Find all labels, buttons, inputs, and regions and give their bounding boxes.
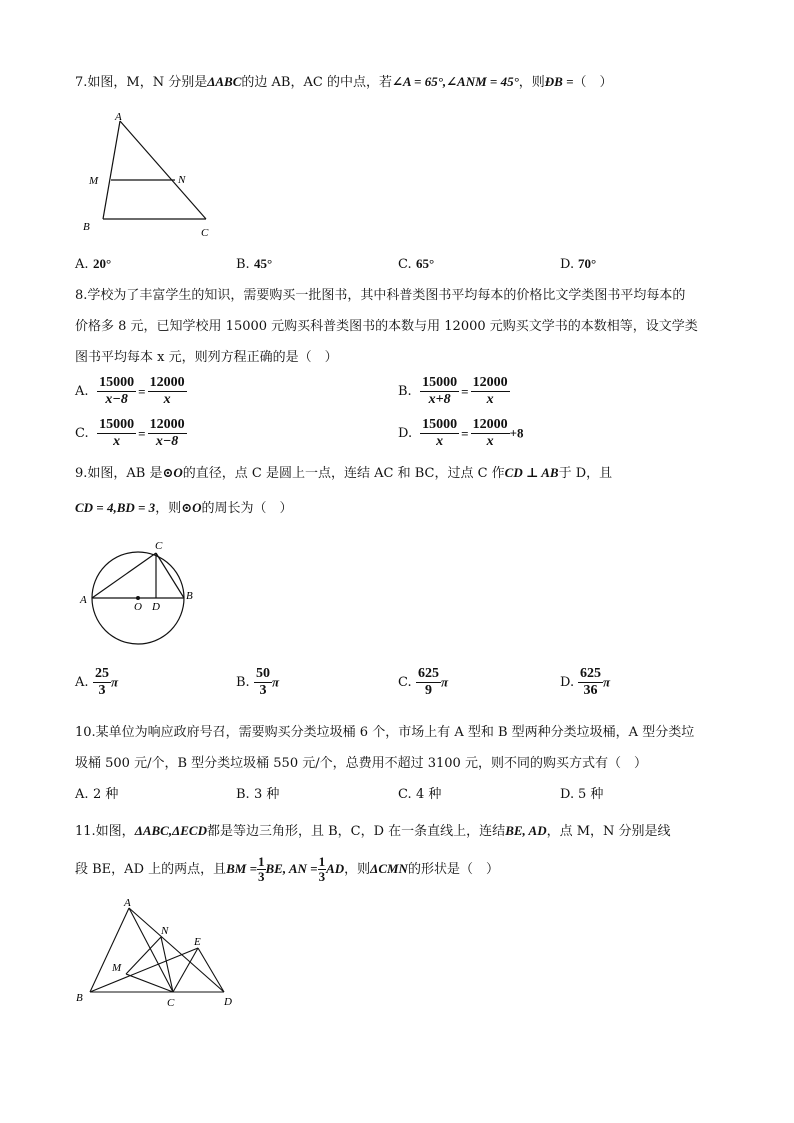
- q8-option-c[interactable]: [75, 417, 187, 450]
- q9-option-a[interactable]: [75, 666, 118, 699]
- q9-b-num: 50: [256, 666, 270, 681]
- q8-option-a[interactable]: [75, 375, 187, 408]
- q10-stem-line-1: 10.某单位为响应政府号召，需要购买分类垃圾桶 6 个，市场上有 A 型和 B 型两种分类垃圾桶，A 型分类垃: [75, 725, 695, 740]
- q8-b-right-num: 12000: [472, 375, 508, 390]
- q8-a-left-num: 15000: [99, 375, 135, 390]
- q9-option-c-letter: C.: [398, 674, 412, 690]
- q7-condition: ∠A = 65°,∠ANM = 45°: [391, 74, 519, 89]
- q7-option-d-letter: D.: [560, 257, 575, 272]
- q9-a-den: 3: [98, 683, 106, 698]
- q7-label-a: A: [115, 111, 122, 123]
- q9-condition: CD = 4,BD = 3: [75, 500, 156, 515]
- q9-d-num: 625: [580, 666, 601, 681]
- q7-target: ÐB =: [544, 74, 574, 89]
- q8-option-b[interactable]: [398, 375, 510, 408]
- q8-option-d[interactable]: [398, 417, 523, 450]
- q11-stem-line-2: [75, 852, 499, 887]
- q8-b-left-den: x+8: [428, 392, 451, 407]
- q7-paren: （ ）: [573, 75, 613, 90]
- q8-option-c-letter: C.: [75, 425, 89, 441]
- q9-stem-text-4: ，则: [155, 501, 182, 516]
- q8-d-left-den: x: [436, 434, 444, 449]
- q10-option-b-value: 3 种: [254, 787, 280, 802]
- q10-option-a-letter: A.: [75, 787, 89, 802]
- q9-label-d: D: [152, 601, 160, 613]
- q9-center-dot: [136, 596, 140, 600]
- q11-label-n: N: [161, 925, 169, 937]
- q11-stem-text: 11.如图，: [75, 824, 135, 839]
- q7-option-b[interactable]: [236, 255, 272, 274]
- q8-c-left-num: 15000: [99, 417, 135, 432]
- q11-stem-text-6: 的形状是（ ）: [407, 862, 499, 877]
- q9-figure: [78, 535, 203, 655]
- q10-option-b[interactable]: [236, 786, 279, 804]
- q11-segment-mn: [126, 937, 161, 974]
- q7-option-a[interactable]: [75, 255, 111, 274]
- q11-label-a: A: [124, 897, 131, 909]
- q11-triangles: ΔABC,ΔECD: [134, 823, 207, 838]
- q9-d-den: 36: [583, 683, 598, 698]
- q9-stem-text: 9.如图，AB 是: [75, 466, 163, 481]
- q9-stem-text-2: 的直径，点 C 是圆上一点，连结 AC 和 BC，过点 C 作: [182, 466, 505, 481]
- q10-option-b-letter: B.: [236, 787, 250, 802]
- q9-c-pi: π: [441, 674, 449, 690]
- q11-label-d: D: [224, 996, 232, 1008]
- q9-option-d[interactable]: [560, 666, 610, 699]
- q11-frac2-den: 3: [318, 869, 326, 884]
- q11-stem-line-1: [75, 822, 671, 841]
- q7-option-c[interactable]: [398, 255, 434, 274]
- q8-stem-line-1: 8.学校为了丰富学生的知识，需要购买一批图书，其中科普类图书平均每本的价格比文学类图书平均每本的: [75, 288, 686, 303]
- q7-stem-text: 7.如图，M，N 分别是: [75, 75, 208, 90]
- q11-label-m: M: [112, 962, 122, 974]
- q11-stem-text-4: 段 BE，AD 上的两点，且: [75, 862, 227, 877]
- q8-b-right-den: x: [486, 392, 494, 407]
- q11-frac1-num: 1: [258, 854, 265, 869]
- q7-option-a-value: 20°: [93, 256, 112, 271]
- q8-c-right-den: x−8: [155, 434, 179, 449]
- q7-label-n: N: [178, 174, 186, 186]
- q9-b-pi: π: [272, 674, 280, 690]
- q7-option-c-value: 65°: [416, 256, 435, 271]
- q10-option-c-letter: C.: [398, 787, 412, 802]
- q11-label-b: B: [76, 992, 83, 1004]
- q8-b-left-num: 15000: [422, 375, 458, 390]
- q9-c-num: 625: [418, 666, 439, 681]
- q8-d-right-den: x: [486, 434, 494, 449]
- q11-stem-text-3: ，点 M，N 分别是线: [546, 824, 671, 839]
- q11-label-e: E: [194, 936, 201, 948]
- q10-stem-line-2: 圾桶 500 元/个，B 型分类垃圾桶 550 元/个，总费用不超过 3100 元，则不同的购买方式有（ ）: [75, 756, 647, 771]
- q8-option-a-letter: A.: [75, 383, 89, 399]
- q9-circle-symbol-2: ⊙O: [181, 500, 202, 515]
- q11-figure: [72, 895, 242, 1010]
- q9-b-den: 3: [259, 683, 267, 698]
- q9-stem-line-1: [75, 464, 612, 483]
- q7-triangle: ΔABC: [207, 74, 242, 89]
- q8-c-left-den: x: [113, 434, 121, 449]
- q8-option-d-letter: D.: [398, 425, 413, 441]
- q7-option-a-letter: A.: [75, 257, 89, 272]
- q9-option-b-letter: B.: [236, 674, 250, 690]
- q7-option-d-value: 70°: [578, 256, 597, 271]
- q8-a-eq: =: [138, 383, 146, 399]
- q10-option-d-value: 5 种: [578, 787, 604, 802]
- q11-frac2-num: 1: [318, 854, 326, 869]
- q9-d-pi: π: [603, 674, 611, 690]
- q9-perp: CD ⊥ AB: [504, 465, 559, 480]
- q11-segment-ad: [129, 908, 224, 992]
- q7-option-b-value: 45°: [254, 256, 273, 271]
- q8-d-left-num: 15000: [422, 417, 458, 432]
- q11-side-ed: [198, 948, 224, 992]
- q7-label-c: C: [201, 227, 209, 239]
- q11-stem-text-5: ，则: [344, 862, 371, 877]
- q9-a-num: 25: [95, 666, 109, 681]
- q7-stem: [75, 73, 613, 92]
- q9-circle-symbol: ⊙O: [162, 465, 183, 480]
- q9-chord-ac: [92, 553, 156, 598]
- q10-option-d[interactable]: [560, 786, 603, 804]
- q8-a-left-den: x−8: [105, 392, 128, 407]
- q7-stem-text-3: ，则: [518, 75, 545, 90]
- q7-option-b-letter: B.: [236, 257, 250, 272]
- q10-option-c[interactable]: [398, 786, 441, 804]
- q7-figure: [80, 108, 220, 243]
- q8-stem-line-2: 价格多 8 元，已知学校用 15000 元购买科普类图书的本数与用 12000 元购买文学书的本数相等，设文学类: [75, 319, 698, 334]
- q8-d-right-num: 12000: [472, 417, 508, 432]
- q8-c-eq: =: [138, 425, 146, 441]
- q10-option-c-value: 4 种: [416, 787, 442, 802]
- q8-a-right-num: 12000: [149, 375, 185, 390]
- q9-chord-bc: [156, 553, 184, 598]
- q11-stem-text-2: 都是等边三角形，且 B，C，D 在一条直线上，连结: [206, 824, 506, 839]
- q8-a-right-den: x: [163, 392, 171, 407]
- q7-label-b: B: [83, 221, 90, 233]
- q11-segments: BE, AD: [505, 823, 547, 838]
- q11-side-ab: [90, 908, 129, 992]
- q7-side-ac: [120, 121, 206, 219]
- q8-option-b-letter: B.: [398, 383, 412, 399]
- q9-option-c[interactable]: [398, 666, 448, 699]
- q11-bm: BM =: [226, 861, 258, 876]
- q7-stem-text-2: 的边 AB，AC 的中点，若: [241, 75, 392, 90]
- q11-side-ac: [129, 908, 173, 992]
- q7-label-m: M: [89, 175, 99, 187]
- q10-option-a[interactable]: [75, 786, 118, 804]
- q9-label-o: O: [134, 601, 142, 613]
- q11-be-an: BE, AN =: [265, 861, 318, 876]
- q9-a-pi: π: [111, 674, 119, 690]
- q9-stem-text-5: 的周长为（ ）: [201, 501, 293, 516]
- q10-option-d-letter: D.: [560, 787, 575, 802]
- q9-c-den: 9: [425, 683, 432, 698]
- q11-ad: AD: [326, 861, 345, 876]
- q11-cmn: ΔCMN: [370, 861, 408, 876]
- q8-b-eq: =: [461, 383, 469, 399]
- q7-option-d[interactable]: [560, 255, 596, 274]
- q11-frac1-den: 3: [258, 869, 265, 884]
- q9-option-a-letter: A.: [75, 674, 89, 690]
- q8-d-eq: =: [461, 425, 469, 441]
- q10-option-a-value: 2 种: [93, 787, 119, 802]
- q9-option-d-letter: D.: [560, 674, 575, 690]
- q8-stem-line-3: 图书平均每本 x 元，则列方程正确的是（ ）: [75, 350, 338, 365]
- q11-label-c: C: [167, 997, 175, 1009]
- q9-stem-line-2: [75, 499, 293, 518]
- q9-option-b[interactable]: [236, 666, 279, 699]
- q7-option-c-letter: C.: [398, 257, 412, 272]
- q8-d-tail: +8: [509, 425, 524, 441]
- q9-label-a: A: [80, 594, 87, 606]
- q11-segment-mc: [126, 974, 173, 992]
- q7-side-ab: [103, 121, 120, 219]
- q9-label-b: B: [186, 590, 193, 602]
- q9-label-c: C: [155, 540, 163, 552]
- q8-c-right-num: 12000: [149, 417, 185, 432]
- q11-side-ce: [173, 948, 198, 992]
- q9-stem-text-3: 于 D，且: [558, 466, 613, 481]
